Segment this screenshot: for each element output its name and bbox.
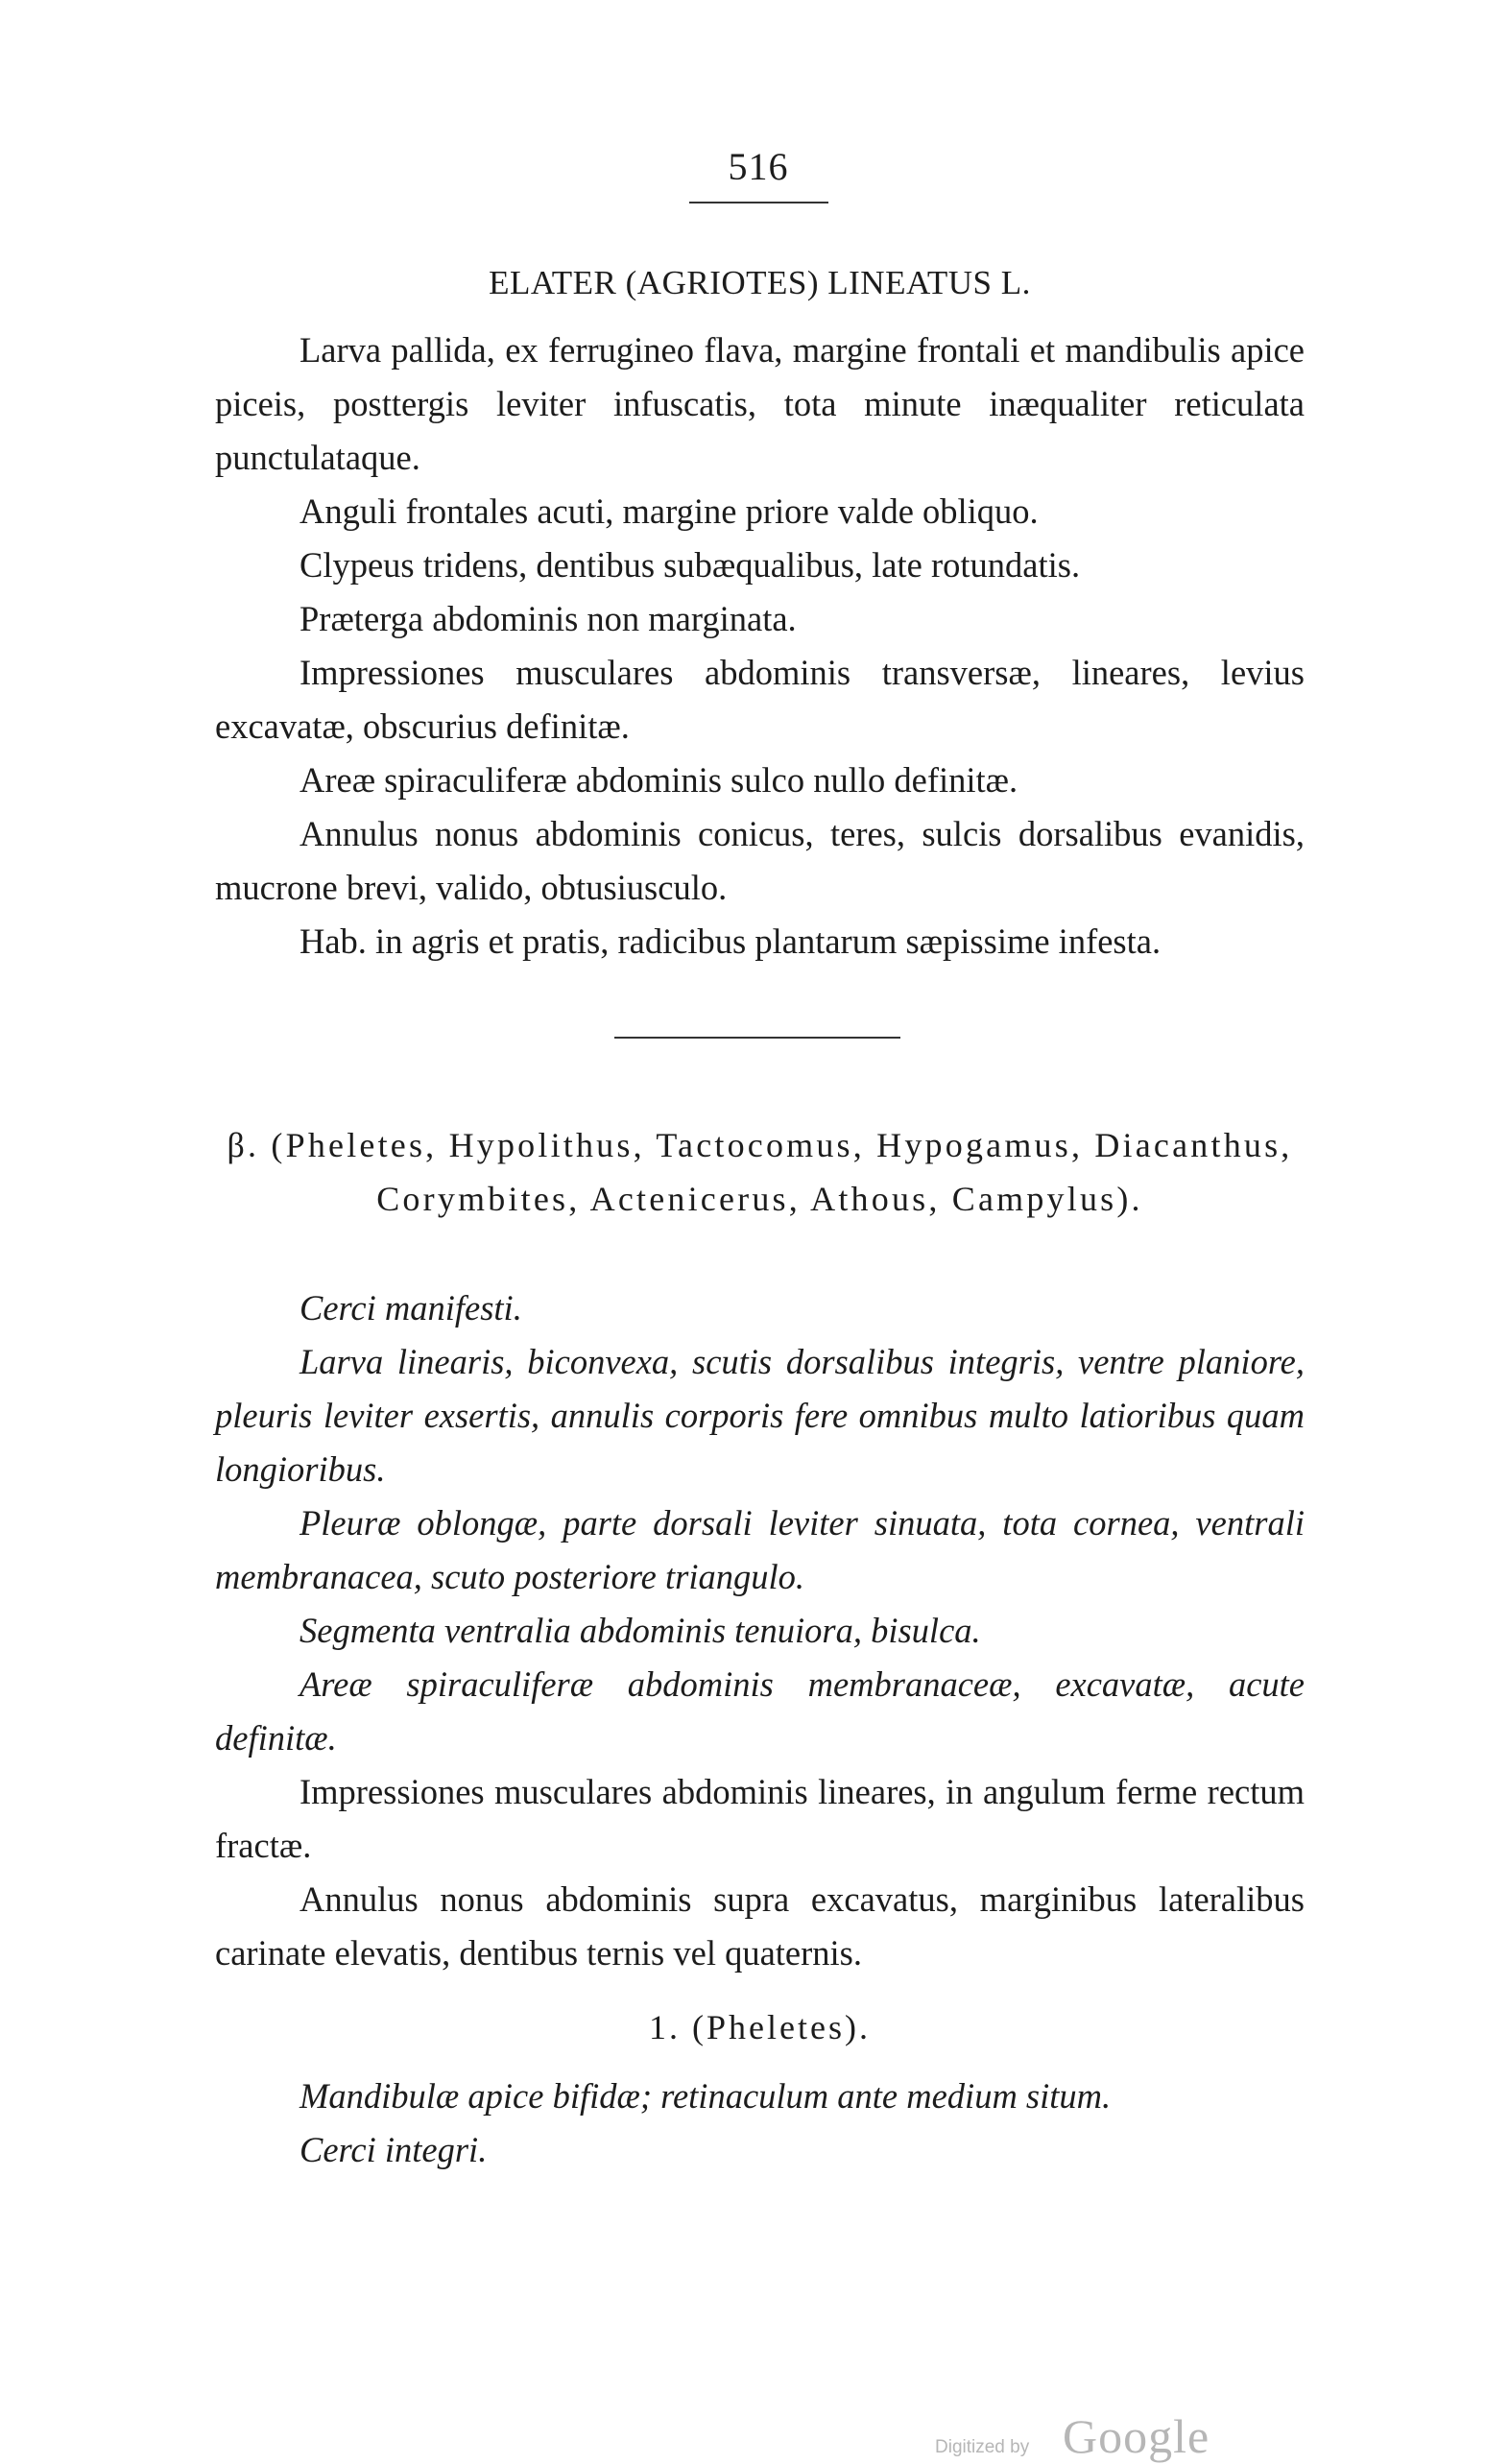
paragraph: Præterga abdominis non marginata. xyxy=(299,599,797,638)
paragraph: Cerci integri. xyxy=(299,2130,488,2169)
paragraph: Mandibulæ apice bifidæ; retinaculum ante medium situm. xyxy=(299,2076,1112,2116)
paragraph: Annulus nonus abdominis supra excavatus, marginibus lateralibus carinate elevatis, dentibus ternis vel quaternis. xyxy=(215,1879,1305,1973)
page-number: 516 xyxy=(728,145,789,188)
paragraph: Clypeus tridens, dentibus subæqualibus, late rotundatis. xyxy=(299,545,1081,585)
paragraph: Areæ spiraculiferæ abdominis membranaceæ, excavatæ, acute definitæ. xyxy=(215,1664,1305,1758)
digitized-label: Digitized by xyxy=(935,2437,1030,2457)
paragraph: Cerci manifesti. xyxy=(299,1288,522,1328)
paragraph: Pleuræ oblongæ, parte dorsali leviter sinuata, tota cornea, ventrali membranacea, scuto posteriore triangulo. xyxy=(215,1503,1305,1596)
subgenus-heading: β. (Pheletes, Hypolithus, Tactocomus, Hypogamus, Diacanthus, Corymbites, Actenicerus, Athous, Campylus). xyxy=(227,1126,1293,1218)
genus-description-section xyxy=(215,2069,1305,2177)
paragraph: Annulus nonus abdominis conicus, teres, sulcis dorsalibus evanidis, mucrone brevi, valido, obtusiusculo. xyxy=(215,814,1305,907)
digitized-watermark xyxy=(935,2409,1357,2463)
species-title: ELATER (AGRIOTES) LINEATUS L. xyxy=(489,264,1031,301)
paragraph: Impressiones musculares abdominis transversæ, lineares, levius excavatæ, obscurius definitæ. xyxy=(215,653,1305,746)
genus-subheading: 1. (Pheletes). xyxy=(649,2008,871,2046)
google-logo-text: Google xyxy=(1063,2409,1210,2463)
paragraph: Hab. in agris et pratis, radicibus plantarum sæpissime infesta. xyxy=(299,921,1162,961)
section-separator xyxy=(614,1037,900,1039)
paragraph: Segmenta ventralia abdominis tenuiora, bisulca. xyxy=(299,1611,981,1650)
paragraph: Larva linearis, biconvexa, scutis dorsalibus integris, ventre planiore, pleuris leviter exsertis, annulis corporis fere omnibus multo latioribus quam longioribus. xyxy=(215,1342,1305,1489)
paragraph: Areæ spiraculiferæ abdominis sulco nullo definitæ. xyxy=(299,760,1018,800)
subgenus-description-section xyxy=(215,1281,1305,1980)
paragraph: Larva pallida, ex ferrugineo flava, margine frontali et mandibulis apice piceis, posttergis leviter infuscatis, tota minute inæqualiter reticulata punctulataque. xyxy=(215,330,1305,477)
larva-description-section xyxy=(215,323,1305,969)
paragraph: Anguli frontales acuti, margine priore valde obliquo. xyxy=(299,491,1039,531)
page-number-rule xyxy=(689,202,828,203)
paragraph: Impressiones musculares abdominis lineares, in angulum ferme rectum fractæ. xyxy=(215,1772,1305,1865)
